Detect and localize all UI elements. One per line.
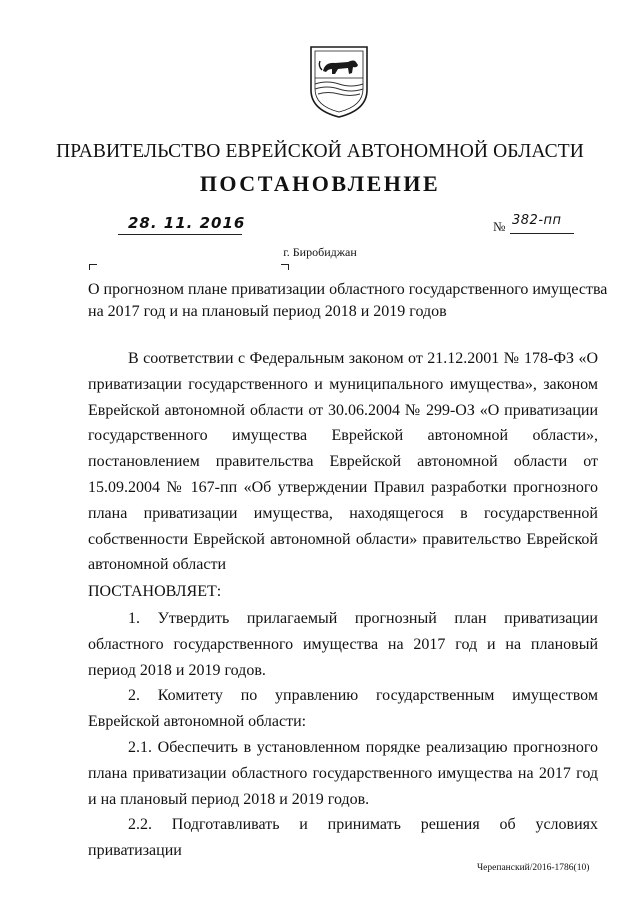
decree-item: 2. Комитету по управлению государственным имуществом Еврейской автономной области:	[88, 687, 598, 731]
city-name: г. Биробиджан	[283, 245, 357, 259]
number-underline	[510, 233, 574, 234]
subject-bracket-right	[281, 264, 289, 270]
document-date: 28. 11. 2016	[128, 214, 246, 232]
organization-name: ПРАВИТЕЛЬСТВО ЕВРЕЙСКОЙ АВТОНОМНОЙ ОБЛАСТИ	[56, 141, 584, 162]
number-label: №	[493, 219, 506, 234]
document-number: 382-пп	[512, 213, 562, 228]
decree-item: 2.2. Подготавливать и принимать решения об условиях приватизации	[88, 816, 598, 860]
date-underline	[118, 234, 242, 235]
decree-word: ПОСТАНОВЛЯЕТ:	[88, 583, 222, 600]
decree-item: 1. Утвердить прилагаемый прогнозный план приватизации областного государственного имущества на 2017 год и на плановый период 2018 и 2019 годов.	[88, 610, 598, 679]
document-subject: О прогнозном плане приватизации областного государственного имущества на 2017 год и на плановый период 2018 и 2019 годов	[88, 281, 608, 320]
subject-bracket-left	[89, 264, 97, 270]
document-type-title: ПОСТАНОВЛЕНИЕ	[199, 171, 441, 196]
coat-of-arms-emblem	[308, 44, 370, 120]
footer-document-code: Черепанский/2016-1786(10)	[477, 863, 590, 873]
decree-item: 2.1. Обеспечить в установленном порядке реализацию прогнозного плана приватизации областного государственного имущества на 2017 год и на плановый период 2018 и 2019 годов.	[88, 738, 598, 808]
decree-items	[88, 606, 598, 864]
preamble-paragraph: В соответствии с Федеральным законом от 21.12.2001 № 178-ФЗ «О приватизации государственного и муниципального имущества», законом Еврейской автономной области от 30.06.2004 № 299-ОЗ «О приватизации государственного имущества Еврейской автономной области», постановлением правительства Еврейской автономной области от 15.09.2004 № 167-пп «Об утверждении Правил разработки прогнозного плана приватизации имущества, находящегося в государственной собственности Еврейской автономной области» правительство Еврейской автономной области	[88, 350, 598, 574]
